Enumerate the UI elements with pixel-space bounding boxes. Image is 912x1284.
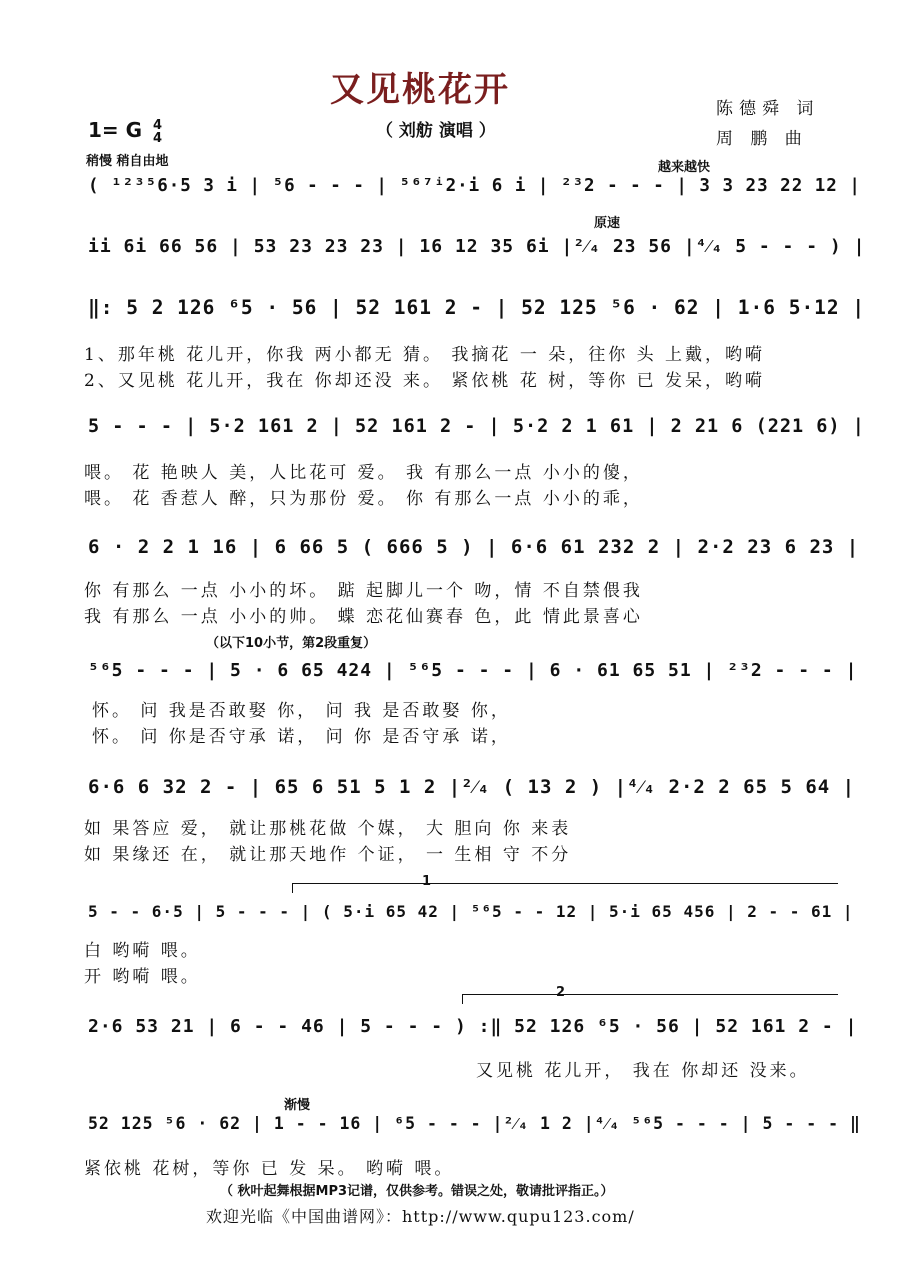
faster-mark: 越来越快	[658, 160, 711, 175]
song-title: 又见桃花开	[330, 70, 510, 110]
time-signature	[153, 119, 162, 145]
lyric-row-3-verse-1: 1、那年桃 花儿开，你我 两小都无 猜。 我摘花 一 朵，往你 头 上戴，哟嗬	[84, 345, 766, 365]
volta-2-bracket	[462, 994, 838, 995]
lyric-row-8-verse-1: 白 哟嗬 喂。	[84, 941, 201, 961]
lyric-row-6-verse-1: 怀。 问 我是否敢娶 你， 问 我 是否敢娶 你，	[92, 701, 511, 721]
notation-row-9: 2·6 53 21 | 6 - - 46 | 5 - - - ) :‖ 52 126 ⁶5 · 56 | 52 161 2 - |	[88, 1016, 858, 1037]
notation-row-1: ( ¹²³⁵6·5 3 i | ⁵6 - - - | ⁵⁶⁷ⁱ2·i 6 i | ²³2 - - - | 3 3 23 22 12 |	[88, 176, 861, 196]
performer: （ 刘舫 演唱 ）	[376, 121, 496, 141]
lyric-row-6-verse-2: 怀。 问 你是否守承 诺， 问 你 是否守承 诺，	[92, 727, 511, 747]
key-signature	[88, 118, 162, 145]
volta-1-bracket	[292, 883, 838, 884]
notation-row-6: ⁵⁶5 - - - | 5 · 6 65 424 | ⁵⁶5 - - - | 6 · 61 65 51 | ²³2 - - - |	[88, 660, 858, 681]
lyric-row-7-verse-1: 如 果答应 爱， 就让那桃花做 个媒， 大 胆向 你 来表	[84, 819, 572, 839]
lyric-row-5-verse-2: 我 有那么 一点 小小的帅。 蝶 恋花仙赛春 色，此 情此景喜心	[84, 607, 643, 627]
key-label: 1= G	[88, 118, 143, 142]
notation-row-3: ‖: 5 2 126 ⁶5 · 56 | 52 161 2 - | 52 125 ⁵6 · 62 | 1·6 5·12 |	[88, 296, 866, 319]
notation-row-7: 6·6 6 32 2 - | 65 6 51 5 1 2 |²⁄₄ ( 13 2 ) |⁴⁄₄ 2·2 2 65 5 64 |	[88, 776, 856, 798]
notation-row-4: 5 - - - | 5·2 161 2 | 52 161 2 - | 5·2 2 1 61 | 2 21 6 (221 6) |	[88, 416, 865, 437]
repeat-note: （以下10小节，第2段重复）	[206, 636, 377, 651]
notation-row-8: 5 - - 6·5 | 5 - - - | ( 5·i 65 42 | ⁵⁶5 - - 12 | 5·i 65 456 | 2 - - 61 |	[88, 902, 854, 921]
volta-1-label: 1	[422, 874, 432, 889]
volta-2-tick	[462, 994, 463, 1004]
slower-mark: 渐慢	[284, 1098, 311, 1113]
lyric-row-5-verse-1: 你 有那么 一点 小小的坏。 踮 起脚儿一个 吻，情 不自禁偎我	[84, 581, 643, 601]
lyric-row-4-verse-1: 喂。 花 艳映人 美，人比花可 爱。 我 有那么一点 小小的傻，	[84, 463, 643, 483]
lyric-row-9: 又见桃 花儿开， 我在 你却还 没来。	[476, 1061, 810, 1081]
lyric-row-4-verse-2: 喂。 花 香惹人 醉，只为那份 爱。 你 有那么一点 小小的乖，	[84, 489, 643, 509]
lyric-row-3-verse-2: 2、又见桃 花儿开，我在 你却还没 来。 紧依桃 花 树，等你 已 发呆，哟嗬	[84, 371, 766, 391]
tempo-marking: 稍慢 稍自由地	[86, 154, 169, 169]
lyric-row-8-verse-2: 开 哟嗬 喂。	[84, 967, 201, 987]
time-bottom: 4	[153, 130, 163, 146]
original-tempo-mark: 原速	[594, 216, 621, 231]
lyric-row-7-verse-2: 如 果缘还 在， 就让那天地作 个证， 一 生相 守 不分	[84, 845, 572, 865]
volta-1-tick	[292, 883, 293, 893]
lyricist-credit: 陈德舜 词	[716, 99, 820, 119]
notation-row-2: ii 6i 66 56 | 53 23 23 23 | 16 12 35 6i |²⁄₄ 23 56 |⁴⁄₄ 5 - - - ) |	[88, 236, 866, 257]
volta-2-label: 2	[556, 985, 566, 1000]
notation-row-10: 52 125 ⁵6 · 62 | 1 - - 16 | ⁶5 - - - |²⁄₄ 1 2 |⁴⁄₄ ⁵⁶5 - - - | 5 - - - ‖	[88, 1114, 861, 1133]
website-credit: 欢迎光临《中国曲谱网》：http://www.qupu123.com/	[206, 1207, 635, 1226]
time-top: 4	[153, 117, 163, 133]
transcription-note: （ 秋叶起舞根据MP3记谱，仅供参考。错误之处，敬请批评指正。）	[220, 1184, 614, 1199]
composer-credit: 周 鹏 曲	[716, 129, 808, 149]
lyric-row-10: 紧依桃 花树，等你 已 发 呆。 哟嗬 喂。	[84, 1159, 455, 1179]
notation-row-5: 6 · 2 2 1 16 | 6 66 5 ( 666 5 ) | 6·6 61 232 2 | 2·2 23 6 23 |	[88, 536, 860, 558]
